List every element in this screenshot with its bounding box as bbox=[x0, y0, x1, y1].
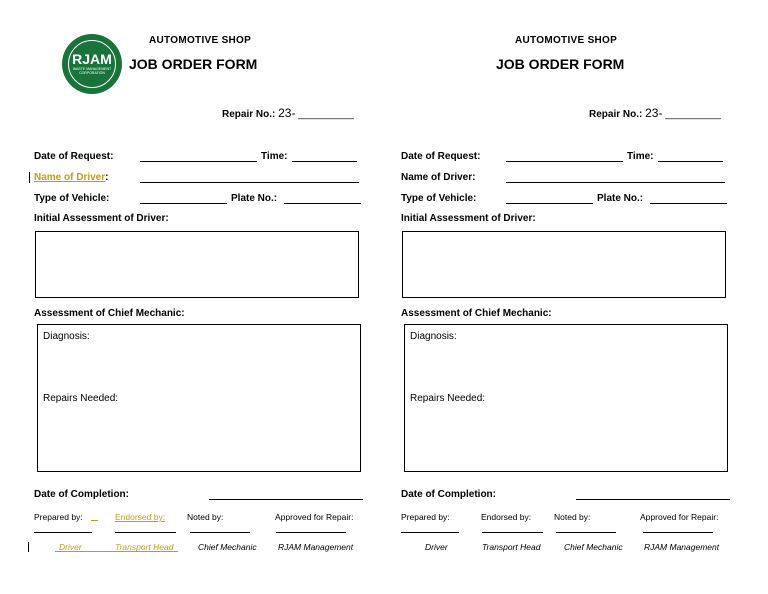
prepared-by-label: Prepared by: bbox=[34, 512, 83, 522]
type-of-vehicle-field[interactable] bbox=[140, 203, 227, 204]
text-cursor-2 bbox=[28, 542, 29, 552]
chief-assessment-box[interactable] bbox=[404, 324, 728, 472]
repairs-needed-label: Repairs Needed: bbox=[43, 393, 119, 404]
role-transport-head: Transport Head bbox=[482, 542, 541, 552]
date-of-completion-label: Date of Completion: bbox=[401, 489, 496, 500]
date-of-completion-label: Date of Completion: bbox=[34, 489, 129, 500]
repairs-needed-label: Repairs Needed: bbox=[410, 393, 486, 404]
name-of-driver-label: Name of Driver: bbox=[34, 172, 109, 183]
approved-signature-line[interactable] bbox=[276, 532, 346, 533]
date-of-request-field[interactable] bbox=[140, 161, 257, 162]
endorsed-by-label: Endorsed by: bbox=[481, 512, 532, 522]
endorsed-by-signature-line[interactable] bbox=[115, 532, 176, 533]
name-of-driver-field[interactable] bbox=[506, 182, 725, 183]
approved-label: Approved for Repair: bbox=[640, 512, 719, 522]
chief-assessment-label: Assessment of Chief Mechanic: bbox=[34, 308, 185, 319]
noted-by-signature-line[interactable] bbox=[190, 532, 250, 533]
form-title: JOB ORDER FORM bbox=[496, 56, 625, 72]
initial-assessment-label: Initial Assessment of Driver: bbox=[401, 213, 536, 224]
plate-no-field[interactable] bbox=[650, 203, 727, 204]
name-of-driver-field[interactable] bbox=[140, 182, 359, 183]
time-field[interactable] bbox=[658, 161, 723, 162]
chief-assessment-label: Assessment of Chief Mechanic: bbox=[401, 308, 552, 319]
endorsed-by-label: Endorsed by: bbox=[115, 512, 166, 522]
prepared-by-highlight bbox=[91, 520, 98, 521]
approved-signature-line[interactable] bbox=[643, 532, 713, 533]
role-transport-head: Transport Head bbox=[115, 542, 174, 552]
job-order-form-right bbox=[367, 0, 751, 594]
rjam-logo: RJAM WASTE MANAGEMENT CORPORATION bbox=[62, 34, 122, 94]
name-of-driver-label: Name of Driver: bbox=[401, 172, 476, 183]
noted-by-signature-line[interactable] bbox=[556, 532, 616, 533]
prepared-by-signature-line[interactable] bbox=[401, 532, 459, 533]
repair-number bbox=[222, 106, 354, 120]
approved-label: Approved for Repair: bbox=[275, 512, 354, 522]
diagnosis-label: Diagnosis: bbox=[43, 331, 90, 342]
initial-assessment-label: Initial Assessment of Driver: bbox=[34, 213, 169, 224]
repair-value: 23- bbox=[278, 106, 296, 120]
plate-no-field[interactable] bbox=[284, 203, 361, 204]
time-field[interactable] bbox=[292, 161, 357, 162]
date-of-request-field[interactable] bbox=[506, 161, 623, 162]
type-of-vehicle-label: Type of Vehicle: bbox=[34, 193, 110, 204]
repair-value: 23- bbox=[645, 106, 663, 120]
plate-no-label: Plate No.: bbox=[597, 193, 644, 204]
noted-by-label: Noted by: bbox=[187, 512, 224, 522]
shop-name: AUTOMOTIVE SHOP bbox=[515, 35, 618, 46]
initial-assessment-box[interactable] bbox=[35, 231, 359, 298]
noted-by-label: Noted by: bbox=[554, 512, 591, 522]
role-driver: Driver bbox=[425, 542, 448, 552]
type-of-vehicle-field[interactable] bbox=[506, 203, 593, 204]
date-of-request-label: Date of Request: bbox=[34, 151, 114, 162]
role-driver: Driver bbox=[59, 542, 82, 552]
repair-blank: __________ bbox=[298, 109, 354, 120]
diagnosis-label: Diagnosis: bbox=[410, 331, 457, 342]
repair-blank: __________ bbox=[665, 109, 721, 120]
role-chief-mechanic: Chief Mechanic bbox=[564, 542, 623, 552]
plate-no-label: Plate No.: bbox=[231, 193, 278, 204]
endorsed-by-signature-line[interactable] bbox=[482, 532, 543, 533]
type-of-vehicle-label: Type of Vehicle: bbox=[401, 193, 477, 204]
prepared-by-signature-line[interactable] bbox=[34, 532, 92, 533]
initial-assessment-box[interactable] bbox=[402, 231, 726, 298]
date-of-completion-field[interactable] bbox=[209, 499, 363, 500]
role-chief-mechanic: Chief Mechanic bbox=[198, 542, 257, 552]
text-cursor bbox=[29, 172, 30, 183]
chief-assessment-box[interactable] bbox=[37, 324, 361, 472]
role-rjam-management: RJAM Management bbox=[278, 542, 354, 552]
time-label: Time: bbox=[627, 151, 654, 162]
prepared-by-label: Prepared by: bbox=[401, 512, 450, 522]
date-of-completion-field[interactable] bbox=[576, 499, 730, 500]
form-title: JOB ORDER FORM bbox=[129, 56, 258, 72]
repair-label: Repair No.: bbox=[589, 109, 643, 120]
time-label: Time: bbox=[261, 151, 288, 162]
repair-number bbox=[589, 106, 721, 120]
shop-name: AUTOMOTIVE SHOP bbox=[149, 35, 252, 46]
repair-label: Repair No.: bbox=[222, 109, 276, 120]
role-rjam-management: RJAM Management bbox=[644, 542, 720, 552]
date-of-request-label: Date of Request: bbox=[401, 151, 481, 162]
